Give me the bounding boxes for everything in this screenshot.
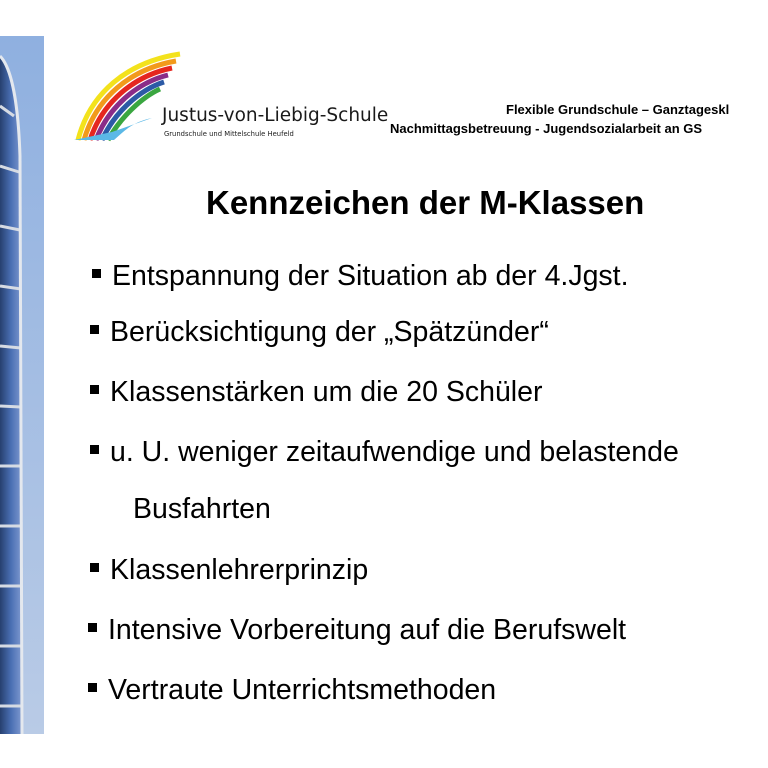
bullet-item xyxy=(90,318,549,347)
slide-title: Kennzeichen der M-Klassen xyxy=(206,184,645,221)
bullet-item xyxy=(90,378,542,407)
header-line-1: Flexible Grundschule – Ganztageskl xyxy=(506,102,730,117)
bullet-text: Berücksichtigung der „Spätzünder“ xyxy=(110,316,549,348)
bullet-item xyxy=(88,676,496,705)
bullet-square-icon xyxy=(88,623,97,632)
school-logo xyxy=(72,48,389,148)
bullet-text: Intensive Vorbereitung auf die Berufswelt xyxy=(108,614,627,646)
bullet-item xyxy=(88,616,626,645)
bullet-continuation: Busfahrten xyxy=(133,493,271,525)
bullet-text: u. U. weniger zeitaufwendige und belastende xyxy=(110,436,679,468)
school-name: Justus-von-Liebig-Schule xyxy=(162,105,389,126)
building-photo xyxy=(0,36,44,734)
bullet-text: Entspannung der Situation ab der 4.Jgst. xyxy=(112,260,629,292)
bullet-square-icon xyxy=(92,269,101,278)
bullet-square-icon xyxy=(90,445,99,454)
header-info xyxy=(384,102,768,142)
bullet-item xyxy=(90,438,679,467)
header-line-2: Nachmittagsbetreuung - Jugendsozialarbeit an GS xyxy=(390,121,703,136)
bullet-item xyxy=(90,556,368,585)
bullet-square-icon xyxy=(90,385,99,394)
bullet-square-icon xyxy=(90,563,99,572)
bullet-text: Klassenlehrerprinzip xyxy=(110,554,369,586)
bullet-square-icon xyxy=(90,325,99,334)
bullet-text: Vertraute Unterrichtsmethoden xyxy=(108,674,497,706)
bullet-item xyxy=(92,262,629,291)
bullet-square-icon xyxy=(88,683,97,692)
bullet-text: Klassenstärken um die 20 Schüler xyxy=(110,376,543,408)
school-subtitle: Grundschule und Mittelschule Heufeld xyxy=(164,130,294,138)
